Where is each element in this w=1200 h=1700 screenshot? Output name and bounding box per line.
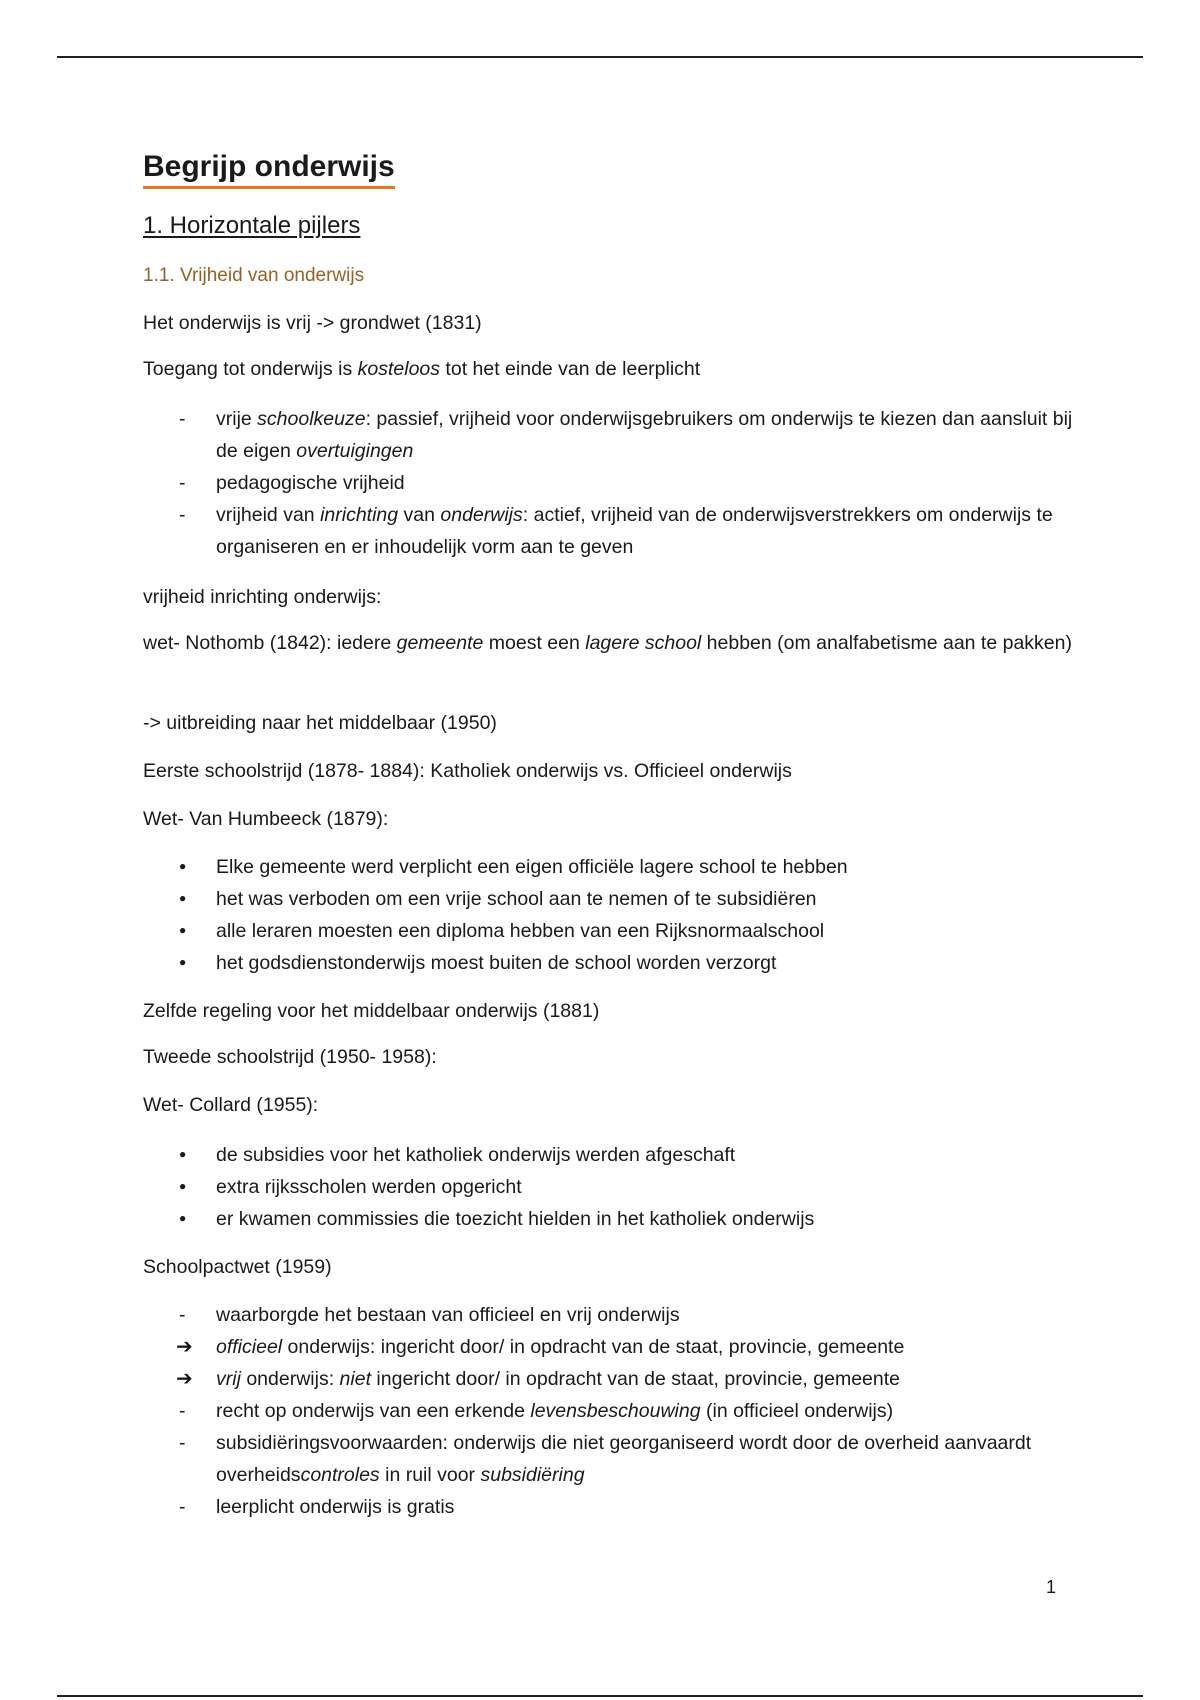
bullet-marker: [179, 851, 203, 885]
paragraph: Tweede schoolstrijd (1950- 1958):: [143, 1046, 437, 1068]
bullet-list: [143, 1139, 1073, 1235]
dash-marker: [179, 1395, 203, 1427]
list-item: - vrije schoolkeuze: passief, vrijheid voor onderwijsgebruikers om onderwijs te kiezen dan aansluit bij de eigen overtuigingen: [143, 403, 1073, 467]
dash-marker: [179, 1427, 203, 1459]
dash-list: [143, 403, 1073, 563]
bullet-marker: [179, 883, 203, 917]
paragraph: Wet- Collard (1955):: [143, 1094, 319, 1116]
paragraph: vrijheid inrichting onderwijs:: [143, 586, 382, 608]
list-item: - leerplicht onderwijs is gratis: [143, 1491, 1073, 1523]
subsection-heading: 1.1. Vrijheid van onderwijs: [143, 265, 365, 286]
list-item: ● het godsdienstonderwijs moest buiten de school worden verzorgt: [143, 947, 1073, 979]
list-item: ● alle leraren moesten een diploma hebben van een Rijksnormaalschool: [143, 915, 1073, 947]
list-item: ➔ officieel onderwijs: ingericht door/ in opdracht van de staat, provincie, gemeente: [143, 1331, 1073, 1363]
dash-marker: [179, 1491, 203, 1523]
list-item: - subsidiëringsvoorwaarden: onderwijs die niet georganiseerd wordt door de overheid aanvaardt overheidscontroles in ruil voor subsidiëring: [143, 1427, 1073, 1491]
paragraph: Eerste schoolstrijd (1878- 1884): Katholiek onderwijs vs. Officieel onderwijs: [143, 760, 792, 782]
list-item: ● er kwamen commissies die toezicht hielden in het katholiek onderwijs: [143, 1203, 1073, 1235]
list-item: ● Elke gemeente werd verplicht een eigen officiële lagere school te hebben: [143, 851, 1073, 883]
bullet-marker: [179, 1171, 203, 1205]
list-item: ➔ vrij onderwijs: niet ingericht door/ in opdracht van de staat, provincie, gemeente: [143, 1363, 1073, 1395]
arrow-right-icon: [179, 1331, 203, 1363]
dash-marker: [179, 1299, 203, 1331]
paragraph: Toegang tot onderwijs is kosteloos tot het einde van de leerplicht: [143, 358, 701, 380]
bullet-marker: [179, 915, 203, 949]
list-item: - pedagogische vrijheid: [143, 467, 1073, 499]
list-item: - recht op onderwijs van een erkende levensbeschouwing (in officieel onderwijs): [143, 1395, 1073, 1427]
page-title: Begrijp onderwijs: [143, 150, 395, 189]
paragraph: Schoolpactwet (1959): [143, 1256, 332, 1278]
bullet-marker: [179, 1203, 203, 1237]
paragraph: Het onderwijs is vrij -> grondwet (1831): [143, 312, 482, 334]
paragraph: Zelfde regeling voor het middelbaar onderwijs (1881): [143, 1000, 600, 1022]
list-item: ● het was verboden om een vrije school aan te nemen of te subsidiëren: [143, 883, 1073, 915]
arrow-right-icon: [179, 1363, 203, 1395]
paragraph: Wet- Van Humbeeck (1879):: [143, 808, 389, 830]
mixed-list: [143, 1299, 1073, 1523]
section-heading: 1. Horizontale pijlers: [143, 212, 361, 239]
paragraph: -> uitbreiding naar het middelbaar (1950): [143, 712, 497, 734]
dash-marker: [179, 403, 203, 435]
bullet-list: [143, 851, 1073, 979]
list-item: ● de subsidies voor het katholiek onderwijs werden afgeschaft: [143, 1139, 1073, 1171]
bullet-marker: [179, 1139, 203, 1173]
bullet-marker: [179, 947, 203, 981]
page-number: 1: [1046, 1577, 1057, 1597]
dash-marker: [179, 467, 203, 499]
dash-marker: [179, 499, 203, 531]
list-item: ● extra rijksscholen werden opgericht: [143, 1171, 1073, 1203]
footer-rule: [57, 1695, 1143, 1697]
header-rule: [57, 56, 1143, 58]
list-item: - vrijheid van inrichting van onderwijs: actief, vrijheid van de onderwijsverstrekkers om onderwijs te organiseren en er inhoudelijk vorm aan te geven: [143, 499, 1073, 563]
list-item: - waarborgde het bestaan van officieel en vrij onderwijs: [143, 1299, 1073, 1331]
paragraph: wet- Nothomb (1842): iedere gemeente moest een lagere school hebben (om analfabetisme aan te pakken): [143, 632, 1072, 654]
